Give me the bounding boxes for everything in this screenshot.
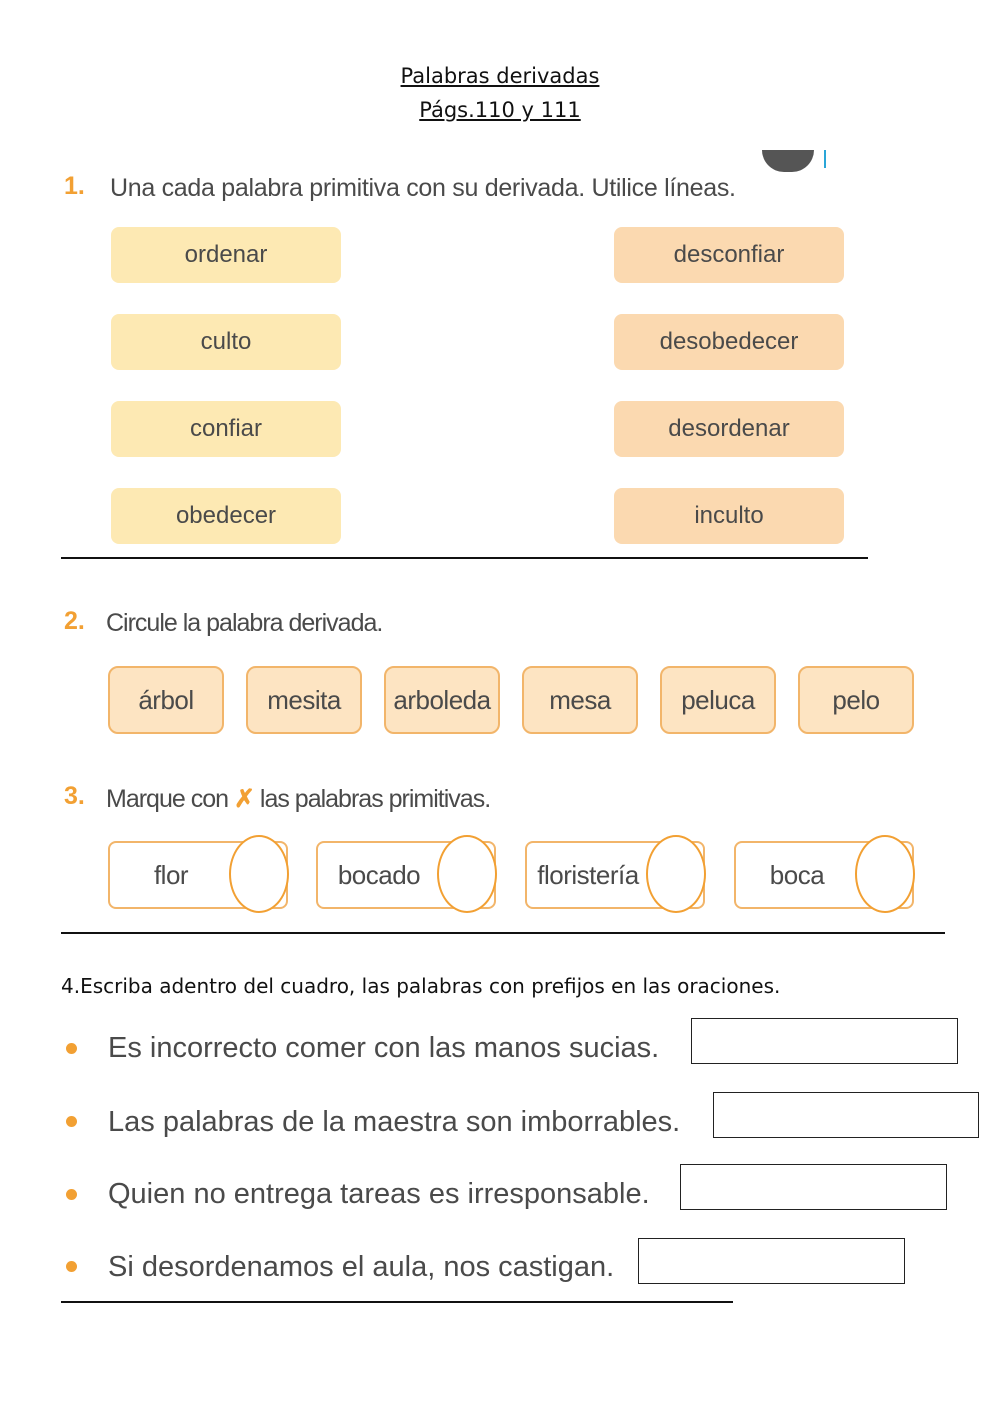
- divider-3: [61, 1301, 733, 1303]
- q1-number: 1.: [64, 172, 85, 200]
- q3-word-4: boca: [769, 859, 825, 890]
- q3-item-4: [734, 841, 918, 919]
- q3-word-2: bocado: [337, 859, 421, 890]
- q4-answer-box-1[interactable]: [691, 1018, 958, 1064]
- q4-answer-box-4[interactable]: [638, 1238, 905, 1284]
- q2-instruction: Circule la palabra derivada.: [106, 609, 383, 637]
- q3-word-1: flor: [153, 859, 189, 890]
- decorative-fragment: [762, 150, 814, 172]
- q4-answer-box-3[interactable]: [680, 1164, 947, 1210]
- q2-word-6[interactable]: pelo: [798, 666, 914, 734]
- primitive-word-1[interactable]: ordenar: [111, 227, 341, 283]
- primitive-word-2[interactable]: culto: [111, 314, 341, 370]
- page-subtitle: Págs.110 y 111: [419, 98, 581, 122]
- bullet-icon: [66, 1116, 77, 1127]
- primitive-word-4[interactable]: obedecer: [111, 488, 341, 544]
- bullet-icon: [66, 1043, 77, 1054]
- q4-sentence-3: Quien no entrega tareas es irresponsable.: [108, 1178, 650, 1210]
- primitive-word-3[interactable]: confiar: [111, 401, 341, 457]
- divider-1: [61, 557, 868, 559]
- q4-sentence-2: Las palabras de la maestra son imborrables.: [108, 1106, 681, 1138]
- q4-sentence-1: Es incorrecto comer con las manos sucias.: [108, 1032, 660, 1064]
- q4-sentence-4: Si desordenamos el aula, nos castigan.: [108, 1251, 615, 1283]
- q3-instruction-after: las palabras primitivas.: [259, 785, 491, 813]
- q3-checkbox-3[interactable]: [646, 835, 706, 913]
- q2-word-5[interactable]: peluca: [660, 666, 776, 734]
- q4-answer-box-2[interactable]: [713, 1092, 979, 1138]
- q3-checkbox-1[interactable]: [229, 835, 289, 913]
- derived-word-3[interactable]: desordenar: [614, 401, 844, 457]
- derived-word-1[interactable]: desconfiar: [614, 227, 844, 283]
- page-title: Palabras derivadas: [400, 64, 600, 88]
- q1-instruction: Una cada palabra primitiva con su derivada. Utilice líneas.: [110, 174, 736, 202]
- derived-word-4[interactable]: inculto: [614, 488, 844, 544]
- decorative-line: [824, 150, 826, 168]
- cross-mark-icon: ✗: [233, 785, 254, 813]
- q3-item-3: [525, 841, 709, 919]
- q3-item-1: [108, 841, 292, 919]
- q3-instruction: [106, 784, 490, 814]
- q2-word-3[interactable]: arboleda: [384, 666, 500, 734]
- bullet-icon: [66, 1261, 77, 1272]
- q3-checkbox-2[interactable]: [437, 835, 497, 913]
- q2-word-1[interactable]: árbol: [108, 666, 224, 734]
- q3-item-2: [316, 841, 500, 919]
- q3-word-3: floristería: [537, 859, 639, 890]
- q2-word-4[interactable]: mesa: [522, 666, 638, 734]
- q3-checkbox-4[interactable]: [855, 835, 915, 913]
- q2-word-2[interactable]: mesita: [246, 666, 362, 734]
- q2-number: 2.: [64, 607, 85, 635]
- q3-number: 3.: [64, 782, 85, 810]
- q3-instruction-before: Marque con: [106, 785, 229, 813]
- derived-word-2[interactable]: desobedecer: [614, 314, 844, 370]
- divider-2: [61, 932, 945, 934]
- q4-instruction: 4.Escriba adentro del cuadro, las palabras con prefijos en las oraciones.: [61, 974, 781, 998]
- bullet-icon: [66, 1189, 77, 1200]
